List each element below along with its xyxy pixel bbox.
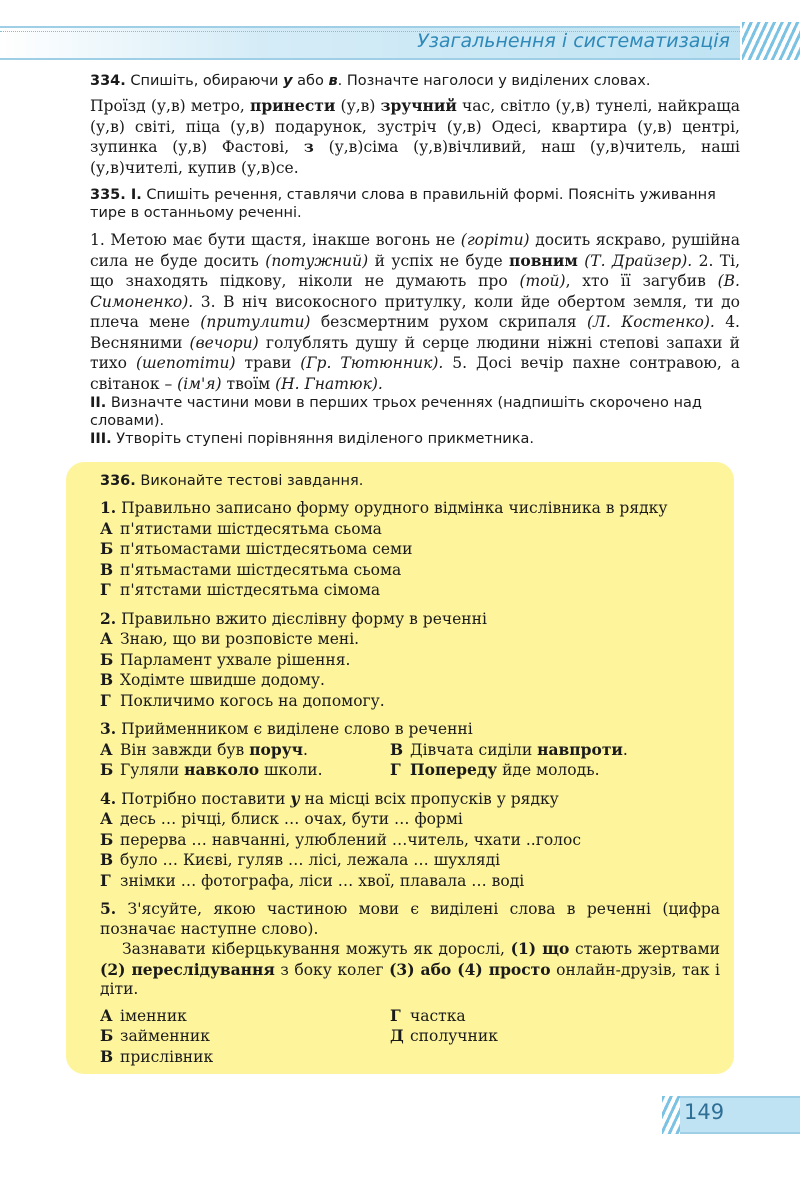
question-5-sentence: [100, 939, 720, 1000]
highlight-word: (1) що: [510, 939, 570, 958]
option-letter: В: [100, 670, 114, 689]
option-text: п'ятьомастами шістдесятьома семи: [120, 540, 413, 558]
highlight-word: (2) переслідування: [100, 959, 275, 979]
highlight-word: (3) або (4) просто: [389, 959, 551, 979]
question-number: 1.: [100, 498, 117, 517]
answer-option: [100, 670, 720, 691]
option-text: п'ятьмастами шістдесятьма сьома: [120, 560, 402, 579]
option-text: Покличимо когось на допомогу.: [120, 691, 385, 710]
text: Проїзд (у,в) метро,: [90, 97, 250, 115]
task-334-instruction: [90, 72, 740, 90]
question-number: 2.: [100, 608, 117, 628]
italic-word: (той): [519, 272, 566, 290]
option-letter: А: [100, 809, 113, 828]
answer-option: [100, 1006, 390, 1027]
italic-word: (потужний): [265, 251, 369, 270]
highlight-word: зручний: [380, 96, 457, 115]
text: 2. Ті, що знаходять підкову, ніколи не думають про: [90, 251, 740, 290]
instr-text: . Позначте наголоси у виділених словах.: [337, 73, 651, 89]
option-text: школи.: [259, 761, 323, 779]
option-letter: Г: [390, 1005, 401, 1025]
text: онлайн-друзів, так і діти.: [100, 960, 721, 998]
answer-option: [100, 519, 720, 540]
task-335-part-iii: [90, 430, 740, 448]
option-text: Парламент ухвале рішення.: [120, 650, 351, 669]
option-text: знімки … фотографа, ліси … хвої, плавала … воді: [120, 871, 525, 890]
answer-option: [390, 760, 680, 781]
text: трави: [235, 354, 301, 372]
question-5: [100, 899, 720, 1067]
answer-option: [100, 1026, 390, 1047]
text: Зазнавати кіберцькування можуть як дорослі,: [122, 940, 511, 958]
instr-text: Спишіть, обираючи: [125, 73, 284, 89]
option-letter: Г: [100, 580, 111, 599]
instr-text: або: [292, 73, 329, 89]
task-335-part-ii: [90, 394, 740, 430]
answer-option: [390, 1006, 680, 1027]
instr-text: Спишіть речення, ставлячи слова в правильній формі. Поясніть уживання тире в останньому реченні.: [90, 187, 716, 221]
text: голублять душу й серце людини ніжні степові запахи й тихо: [90, 333, 740, 372]
question-text: Правильно вжито дієслівну форму в реченні: [116, 609, 487, 628]
answer-option: [100, 871, 720, 892]
question-number: 4.: [100, 788, 117, 808]
part-number: III.: [90, 431, 112, 447]
text: й успіх не буде: [368, 251, 510, 270]
source: (Л. Костенко).: [586, 313, 715, 331]
task-336-box: [66, 462, 734, 1074]
text: 4. Весняними: [90, 313, 740, 352]
task-336-instruction: [100, 472, 720, 490]
highlight-word: з: [303, 137, 314, 156]
instr-text: Утворіть ступені порівняння виділеного прикметника.: [111, 431, 534, 447]
text: 1. Метою має бути щастя, інакше вогонь не: [90, 231, 461, 249]
italic-word: (притулити): [200, 313, 311, 331]
question-text: Прийменником є виділене слово в реченні: [116, 720, 473, 738]
answer-option: [100, 629, 720, 650]
option-letter: Б: [100, 760, 114, 779]
question-text: Потрібно поставити: [116, 789, 291, 808]
answer-option: [100, 691, 720, 712]
text: час, світло (у,в) тунелі, найкраща (у,в) світі, піца (у,в) подарунок, зустріч (у,в) Одесі, квартира (у,в) центрі, зупинка (у,в) Фастові,: [90, 97, 740, 156]
text: 5. Досі вечір пахне сонтравою, а світанок –: [90, 354, 741, 393]
answer-option: [100, 539, 720, 560]
question-text: З'ясуйте, якою частиною мови є виділені слова в реченні (цифра позначає наступне слово).: [100, 900, 720, 938]
highlight-word: поруч: [249, 739, 303, 759]
page-number: 149: [684, 1100, 725, 1124]
option-text: п'ятистами шістдесятьма сьома: [120, 519, 382, 538]
task-335-text: [90, 230, 740, 394]
letter-u: у: [290, 788, 300, 808]
option-letter: В: [100, 1046, 114, 1066]
option-letter: Б: [100, 649, 114, 669]
task-number: 334.: [90, 73, 126, 89]
header-decoration: [742, 22, 800, 60]
instr-text: Визначте частини мови в перших трьох реченнях (надпишіть скорочено над словами).: [90, 395, 702, 429]
answer-option: [100, 1047, 720, 1068]
answer-option: [100, 850, 720, 871]
italic-word: (горіти): [460, 231, 530, 249]
option-text: Гуляли: [120, 761, 185, 779]
highlight-word: навколо: [184, 760, 260, 779]
text: безсмертним рухом скрипаля: [310, 313, 587, 331]
page-number-decoration: [662, 1096, 680, 1134]
highlight-word: навпроти: [537, 739, 623, 759]
question-number: 5.: [100, 899, 117, 918]
text: досить яскраво, рушійна сила не буде досить: [90, 231, 740, 270]
text: твоїм: [221, 374, 276, 393]
question-text: на місці всіх пропусків у рядку: [299, 789, 559, 808]
source: (В. Симоненко).: [90, 272, 740, 311]
text: (у,в): [335, 97, 381, 115]
task-334-text: [90, 96, 740, 178]
option-letter: А: [100, 739, 113, 759]
instr-text: Виконайте тестові завдання.: [135, 473, 364, 489]
answer-option: [100, 740, 390, 761]
section-title: Узагальнення і систематизація: [417, 30, 730, 52]
option-text: прислівник: [120, 1047, 214, 1066]
option-letter: Б: [100, 829, 114, 849]
question-number: 3.: [100, 719, 117, 738]
answer-option: [100, 830, 720, 851]
question-2: [100, 609, 720, 712]
option-letter: В: [100, 850, 114, 869]
letter-v: в: [328, 73, 338, 89]
option-text: Ходімте швидше додому.: [120, 671, 325, 689]
option-letter: Г: [100, 690, 111, 710]
option-text: займенник: [120, 1027, 210, 1045]
text: з боку колег: [274, 960, 390, 979]
option-text: .: [622, 740, 628, 759]
option-text: було … Києві, гуляв … лісі, лежала … шухляді: [120, 851, 501, 869]
answer-option: [100, 760, 390, 781]
page-number-tab: [662, 1094, 800, 1132]
option-letter: А: [100, 1005, 113, 1025]
option-text: іменник: [120, 1006, 187, 1025]
option-letter: В: [100, 559, 114, 579]
answer-option: [100, 560, 720, 581]
question-3: [100, 719, 720, 781]
text: стають жертвами: [569, 940, 720, 958]
option-text: перерва … навчанні, улюблений …читель, чхати ..голос: [120, 830, 582, 849]
answer-option: [100, 650, 720, 671]
italic-word: (ім'я): [177, 374, 222, 393]
option-text: п'ятстами шістдесятьма сімома: [120, 581, 381, 599]
text: (у,в)сіма (у,в)вічливий, наш (у,в)читель, наші (у,в)чителі, купив (у,в)се.: [90, 138, 740, 177]
option-text: Знаю, що ви розповісте мені.: [120, 630, 360, 648]
option-letter: А: [100, 629, 113, 648]
letter-u: у: [283, 73, 293, 89]
option-letter: В: [390, 739, 404, 759]
task-number: 335. I.: [90, 187, 142, 203]
option-text: Дівчата сиділи: [410, 740, 538, 759]
option-letter: Б: [100, 1026, 114, 1045]
option-letter: Г: [390, 760, 401, 779]
option-text: сполучник: [410, 1027, 498, 1045]
question-4: [100, 789, 720, 892]
highlight-word: повним: [509, 250, 578, 270]
question-1: [100, 498, 720, 601]
answer-option: [390, 1026, 680, 1047]
text: , хто її загубив: [565, 272, 718, 290]
highlight-word: Попереду: [410, 760, 498, 779]
italic-word: (вечори): [189, 333, 259, 352]
source: (Т. Драйзер).: [577, 251, 693, 270]
answer-option: [390, 740, 680, 761]
highlight-word: принести: [249, 96, 336, 115]
question-text: Правильно записано форму орудного відмінка числівника в рядку: [116, 499, 668, 517]
option-letter: Д: [390, 1026, 404, 1045]
running-header: [0, 22, 800, 60]
part-number: II.: [90, 395, 107, 411]
answer-option: [100, 580, 720, 601]
option-text: .: [303, 740, 308, 759]
source: (Н. Гнатюк).: [275, 374, 383, 393]
text: 3. В ніч високосного притулку, коли йде обертом земля, ти до плеча мене: [90, 292, 740, 331]
source: (Гр. Тютюнник).: [300, 354, 444, 372]
option-letter: А: [100, 518, 113, 538]
option-letter: Б: [100, 539, 114, 558]
option-text: Він завжди був: [120, 740, 250, 759]
task-335-instruction: [90, 186, 740, 222]
answer-option: [100, 809, 720, 830]
option-text: йде молодь.: [497, 761, 600, 779]
option-letter: Г: [100, 870, 111, 890]
task-number: 336.: [100, 473, 136, 489]
option-text: частка: [410, 1006, 466, 1025]
option-text: десь … річці, блиск … очах, бути … формі: [120, 810, 463, 828]
italic-word: (шепотіти): [135, 354, 236, 372]
